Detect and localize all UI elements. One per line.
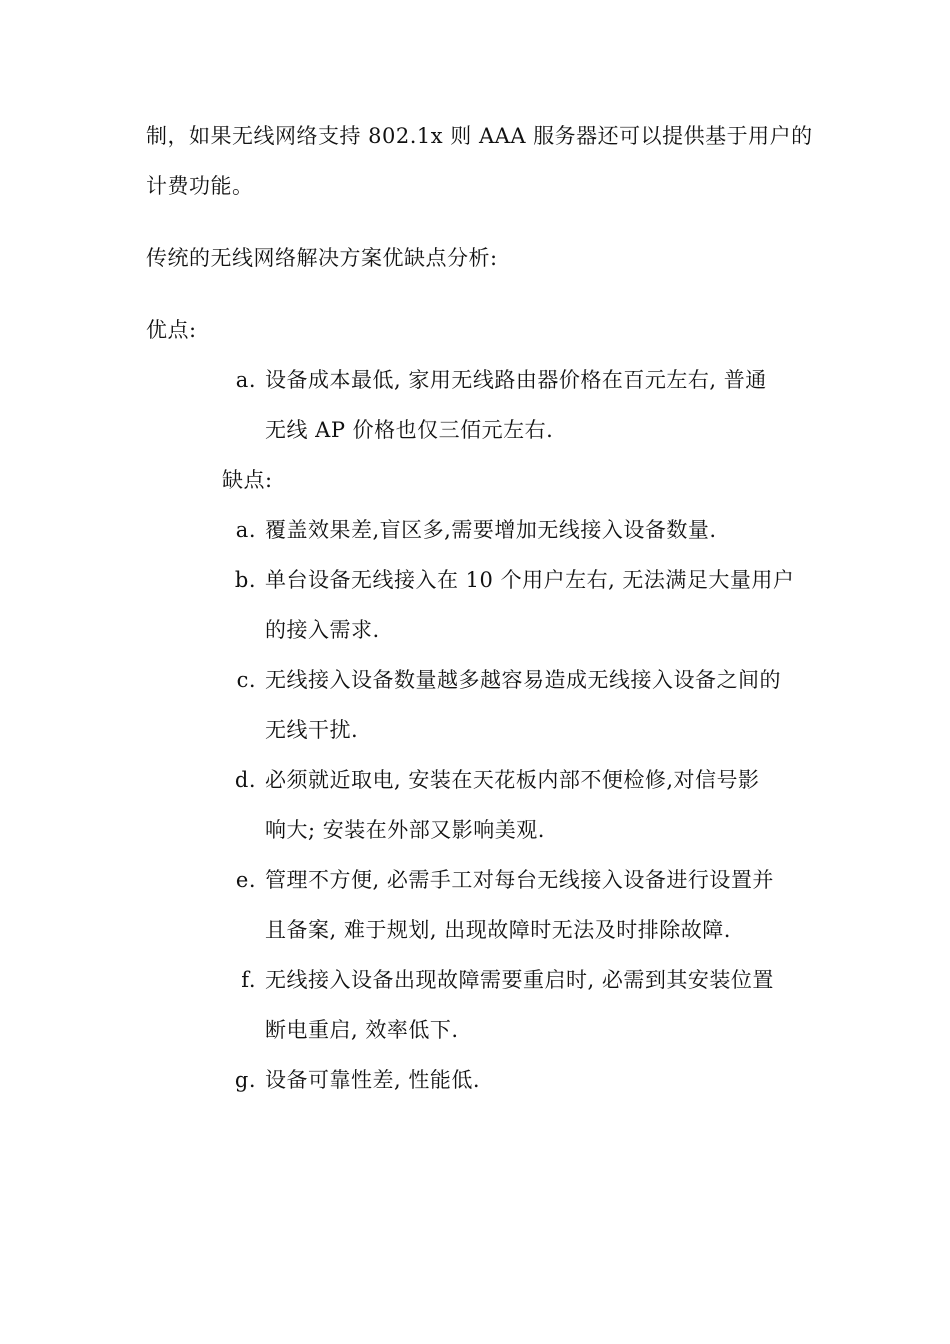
- list-item-line: 无线干扰.: [265, 718, 359, 742]
- list-item-line: 断电重启, 效率低下.: [265, 1018, 459, 1042]
- list-marker: f.: [241, 968, 256, 992]
- intro-line-1: 制，如果无线网络支持 802.1x 则 AAA 服务器还可以提供基于用户的: [146, 124, 813, 148]
- list-item-line: 设备可靠性差, 性能低.: [265, 1068, 481, 1092]
- list-item-line: 管理不方便, 必需手工对每台无线接入设备进行设置并: [265, 868, 774, 892]
- cons-heading: 缺点:: [222, 468, 273, 492]
- list-item-line: 覆盖效果差,盲区多,需要增加无线接入设备数量.: [265, 518, 717, 542]
- list-item-line: 无线 AP 价格也仅三佰元左右.: [265, 418, 554, 442]
- list-marker: a.: [235, 368, 256, 392]
- list-marker: b.: [234, 568, 256, 592]
- intro-line-2: 计费功能。: [146, 174, 254, 198]
- list-item-line: 的接入需求.: [265, 618, 380, 642]
- pros-heading: 优点:: [146, 318, 197, 342]
- list-marker: c.: [236, 668, 256, 692]
- list-item-line: 设备成本最低, 家用无线路由器价格在百元左右, 普通: [265, 368, 767, 392]
- list-item-line: 无线接入设备出现故障需要重启时, 必需到其安装位置: [265, 968, 774, 992]
- list-item-line: 无线接入设备数量越多越容易造成无线接入设备之间的: [265, 668, 781, 692]
- list-item-line: 必须就近取电, 安装在天花板内部不便检修,对信号影: [265, 768, 760, 792]
- list-marker: e.: [235, 868, 256, 892]
- section-title: 传统的无线网络解决方案优缺点分析:: [146, 246, 498, 270]
- list-marker: a.: [235, 518, 256, 542]
- list-item-line: 且备案, 难于规划, 出现故障时无法及时排除故障.: [265, 918, 731, 942]
- list-marker: g.: [234, 1068, 256, 1092]
- list-item-line: 单台设备无线接入在 10 个用户左右, 无法满足大量用户: [265, 568, 795, 592]
- list-item-line: 响大; 安装在外部又影响美观.: [265, 818, 545, 842]
- list-marker: d.: [234, 768, 256, 792]
